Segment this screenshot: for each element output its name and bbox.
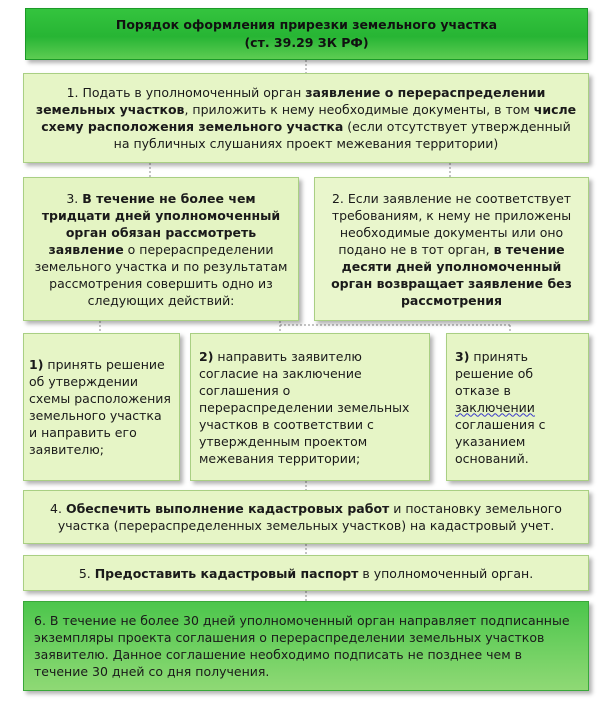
step-1-part-c: , приложить к нему необходимые документы, в том	[184, 102, 534, 117]
step-6-text: 6. В течение не более 30 дней уполномоченный орган направляет подписанные экземпляры проекта соглашения о перераспределении земельных участков заявителю. Данное соглашение необходимо подписать не позднее чем в течение 30 дней со дня получения.	[34, 613, 570, 679]
step-3-part-c: о перераспределении земельного участка и по результатам рассмотрения совершить одно из следующих действий:	[34, 241, 288, 308]
step-3-text	[32, 190, 290, 309]
title-line-1: Порядок оформления прирезки земельного участка	[115, 17, 498, 32]
option-3-body-a: принять решение об отказе в	[455, 348, 534, 398]
step-3-box	[23, 177, 299, 321]
option-2-body: направить заявителю согласие на заключение соглашения о перераспределении земельных участков в соответствии с утвержденным проектом межевания территории;	[199, 348, 410, 466]
step-5-text	[79, 565, 533, 582]
step-4-part-c: и постановку земельного участка (перераспределенных земельных участков) на кадастровый учет.	[57, 501, 562, 533]
step-6-box	[23, 601, 589, 691]
step-4-part-a: 4.	[50, 501, 66, 516]
step-4-box	[23, 490, 589, 544]
option-1-body: принять решение об утверждении схемы расположения земельного участка и направить его заявителю;	[29, 357, 171, 457]
step-5-part-a: 5.	[78, 565, 95, 581]
option-1-number: 1)	[29, 357, 44, 372]
option-3-number: 3)	[455, 348, 470, 364]
option-2-text	[199, 348, 421, 467]
step-2-text	[323, 190, 580, 309]
option-1-text	[29, 356, 173, 458]
step-1-part-a: 1. Подать в уполномоченный орган	[66, 85, 306, 100]
option-2-number: 2)	[199, 348, 214, 364]
step-1-part-e: (если отсутствует утвержденный на публичных слушаниях проект межевания территории)	[113, 119, 571, 151]
diagram-title	[25, 8, 588, 60]
step-5-box	[23, 555, 589, 591]
step-3-part-a: 3.	[66, 190, 83, 206]
option-1-box	[23, 333, 180, 481]
step-2-part-b: в течение десяти дней уполномоченный орган возвращает заявление без рассмотрения	[331, 241, 572, 308]
step-5-part-b: Предоставить кадастровый паспорт	[94, 565, 359, 581]
step-3-part-b: В течение не более чем тридцати дней уполномоченный орган обязан рассмотреть заявление	[41, 190, 281, 257]
step-1-part-b: заявление о перераспределении земельных участков	[35, 85, 546, 117]
option-3-body-c: соглашения с указанием оснований.	[455, 416, 546, 466]
step-1-text	[32, 84, 580, 152]
step-4-text	[32, 500, 580, 534]
option-3-box	[446, 333, 589, 481]
option-3-body-b: заключении	[455, 399, 535, 415]
option-2-box	[190, 333, 430, 481]
option-3-text	[455, 348, 580, 467]
step-2-part-a: 2. Если заявление не соответствует требованиям, к нему не приложены необходимые документы или оно подано не в тот орган,	[331, 190, 572, 257]
step-4-part-b: Обеспечить выполнение кадастровых работ	[65, 501, 390, 516]
step-1-part-d: числе схему расположения земельного участка	[41, 102, 577, 134]
step-5-part-c: в уполномоченный орган.	[358, 565, 534, 581]
step-1-box	[23, 73, 589, 163]
title-line-2: (ст. 39.29 ЗК РФ)	[244, 35, 369, 50]
step-2-box	[314, 177, 589, 321]
